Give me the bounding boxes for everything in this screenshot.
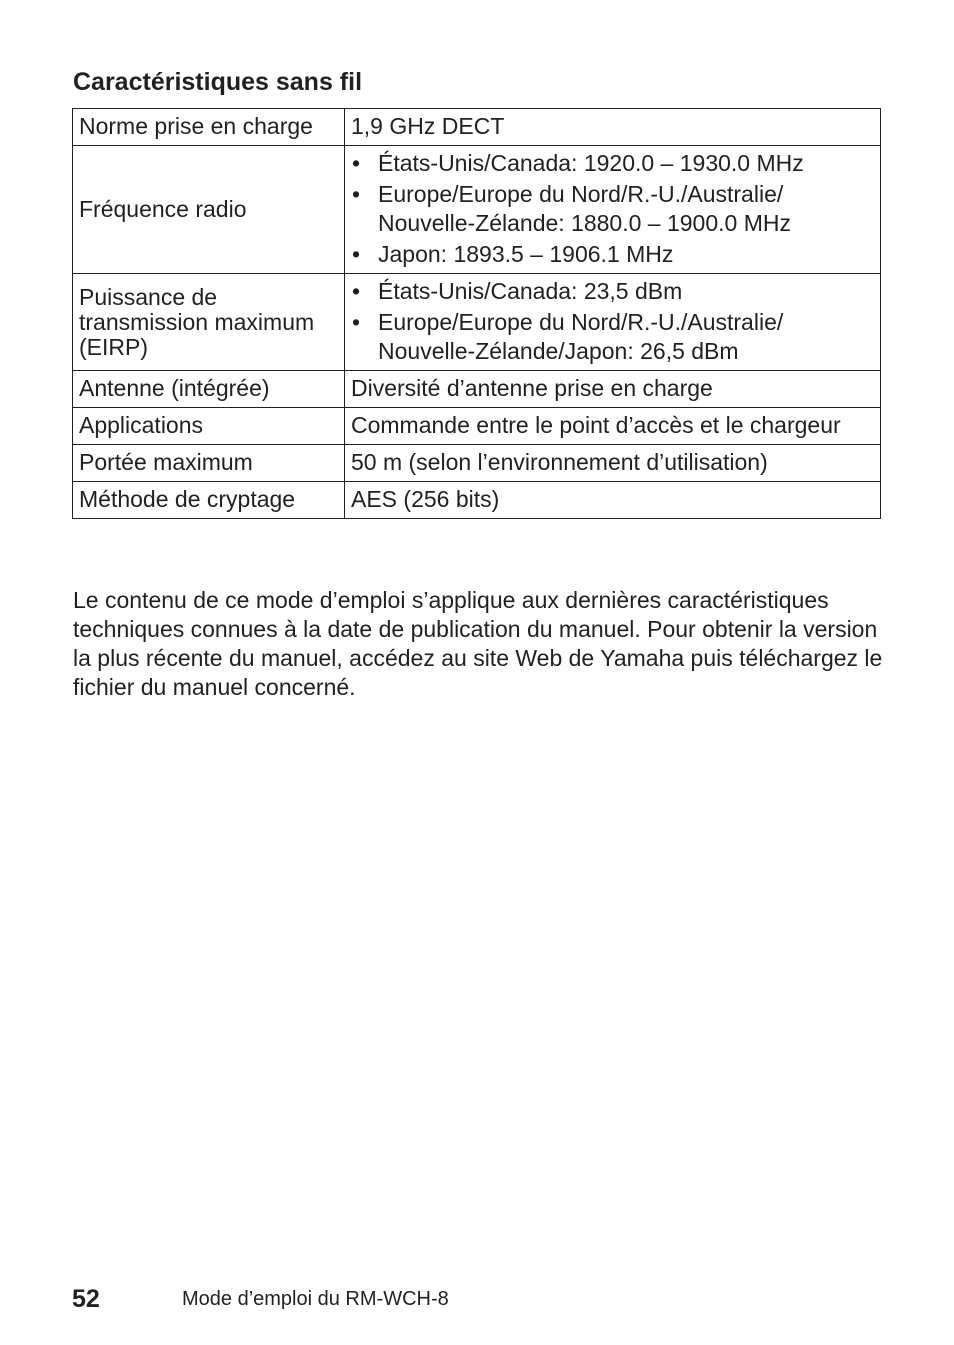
list-item-text: Europe/Europe du Nord/R.-U./Australie/ Nouvelle-Zélande/Japon: 26,5 dBm — [378, 309, 784, 364]
footer-manual-title: Mode d’emploi du RM-WCH-8 — [182, 1288, 449, 1310]
list-item — [351, 240, 874, 269]
table-row — [73, 109, 881, 146]
spec-value-frequency — [345, 146, 881, 274]
list-item — [351, 308, 874, 366]
spec-value-power — [345, 274, 881, 371]
power-list — [351, 277, 874, 366]
list-item-text: Japon: 1893.5 – 1906.1 MHz — [378, 241, 674, 267]
spec-value-range: 50 m (selon l’environnement d’utilisation) — [345, 445, 881, 482]
wireless-specs-table — [72, 108, 881, 519]
spec-value-encryption: AES (256 bits) — [345, 482, 881, 519]
spec-value-standard: 1,9 GHz DECT — [345, 109, 881, 146]
list-item — [351, 149, 874, 178]
table-row — [73, 146, 881, 274]
section-title: Caractéristiques sans fil — [73, 68, 363, 96]
bullet: • — [352, 278, 361, 304]
table-row — [73, 445, 881, 482]
frequency-list — [351, 149, 874, 269]
table-row — [73, 408, 881, 445]
spec-label-power: Puissance de transmission maximum (EIRP) — [73, 274, 345, 371]
list-item — [351, 180, 874, 238]
list-item-text: Europe/Europe du Nord/R.-U./Australie/ Nouvelle-Zélande: 1880.0 – 1900.0 MHz — [378, 181, 791, 236]
manual-note: Le contenu de ce mode d’emploi s’applique aux dernières caractéristiques techniques connues à la date de publication du manuel. Pour obtenir la version la plus récente du manuel, accédez au site Web de Yamaha puis téléchargez le fichier du manuel concerné. — [73, 587, 883, 700]
spec-label-frequency: Fréquence radio — [73, 146, 345, 274]
bullet: • — [352, 309, 361, 335]
table-row — [73, 371, 881, 408]
list-item-text: États-Unis/Canada: 23,5 dBm — [378, 278, 683, 304]
spec-label-range: Portée maximum — [73, 445, 345, 482]
spec-label-antenna: Antenne (intégrée) — [73, 371, 345, 408]
table-row — [73, 274, 881, 371]
bullet: • — [352, 181, 361, 207]
page-number: 52 — [72, 1285, 100, 1313]
spec-value-antenna: Diversité d’antenne prise en charge — [345, 371, 881, 408]
spec-label-standard: Norme prise en charge — [73, 109, 345, 146]
table-row — [73, 482, 881, 519]
bullet: • — [352, 241, 361, 267]
list-item-text: États-Unis/Canada: 1920.0 – 1930.0 MHz — [378, 150, 804, 176]
spec-value-applications: Commande entre le point d’accès et le chargeur — [345, 408, 881, 445]
bullet: • — [352, 150, 361, 176]
spec-label-encryption: Méthode de cryptage — [73, 482, 345, 519]
list-item — [351, 277, 874, 306]
spec-label-applications: Applications — [73, 408, 345, 445]
